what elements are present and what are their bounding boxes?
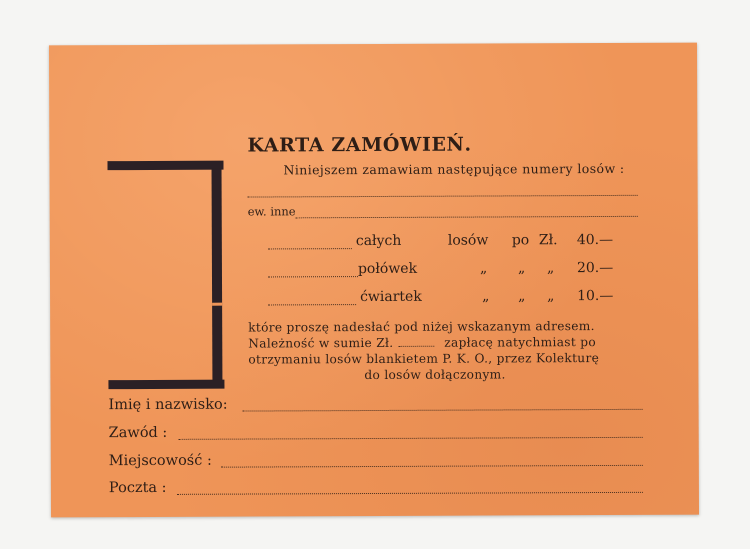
order-numbers-line[interactable] <box>248 195 638 198</box>
place-input-line[interactable] <box>221 465 643 468</box>
post-input-line[interactable] <box>177 492 643 495</box>
card-title: KARTA ZAMÓWIEŃ. <box>247 133 472 157</box>
row-label: całych <box>355 232 402 250</box>
row-currency: „ <box>547 288 555 305</box>
field-post-label: Poczta : <box>108 479 167 497</box>
other-label: ew. inne <box>247 204 296 219</box>
bracket-top-bar <box>107 161 223 171</box>
paragraph-line-2b: zapłacę natychmiast po <box>444 335 596 350</box>
amount-sum-line[interactable] <box>398 346 434 347</box>
row-amount: 10.— <box>577 287 614 305</box>
row-word: „ <box>482 288 490 305</box>
field-name-label: Imię i nazwisko: <box>108 396 228 414</box>
row-amount: 40.— <box>576 231 614 249</box>
field-occupation-label: Zawód : <box>108 424 168 442</box>
name-input-line[interactable] <box>243 409 643 412</box>
half-tickets-count-line[interactable] <box>268 276 358 277</box>
row-currency: „ <box>546 260 555 277</box>
row-currency: Zł. <box>538 232 558 249</box>
paragraph-line-1: które proszę nadesłać pod niżej wskazanym adresem. <box>248 319 595 335</box>
bracket-gap <box>212 303 222 306</box>
full-tickets-count-line[interactable] <box>268 248 352 249</box>
row-po: „ <box>517 260 526 277</box>
order-card <box>49 43 699 518</box>
row-word: „ <box>479 260 488 277</box>
bracket-mark <box>107 161 226 390</box>
row-label: ćwiartek <box>360 288 422 306</box>
paragraph-line-3: otrzymaniu losów blankietem P. K. O., przez Kolekturę <box>248 351 600 367</box>
paragraph-line-2a: Należność w sumie Zł. <box>248 335 394 351</box>
quarter-tickets-count-line[interactable] <box>268 304 356 305</box>
bracket-bottom-bar <box>108 380 224 390</box>
intro-text: Niniejszem zamawiam następujące numery losów : <box>283 160 625 178</box>
row-label: połówek <box>357 260 418 278</box>
bracket-vertical-bar <box>212 169 223 383</box>
paragraph-line-4: do losów dołączonym. <box>364 367 506 383</box>
field-place-label: Miejscowość : <box>108 452 212 470</box>
other-line[interactable] <box>296 216 638 218</box>
row-amount: 20.— <box>576 259 614 277</box>
row-word: losów <box>447 232 489 249</box>
row-po: po <box>511 232 530 249</box>
row-po: „ <box>518 288 526 305</box>
occupation-input-line[interactable] <box>179 437 643 440</box>
